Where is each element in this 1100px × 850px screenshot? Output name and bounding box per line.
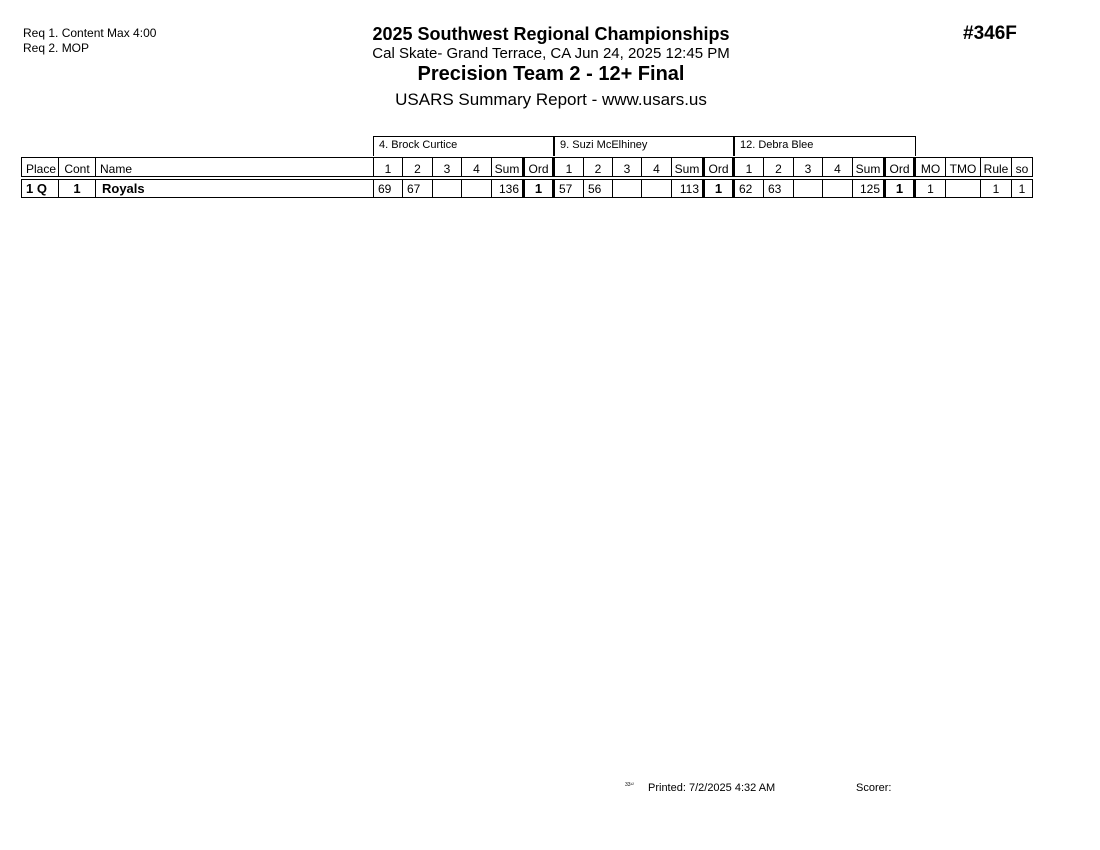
row-j2-score-3: [612, 179, 642, 198]
row-j3-score-3: [793, 179, 823, 198]
col-j3-ord: Ord: [883, 157, 916, 177]
row-j2-score-4: [641, 179, 672, 198]
event-title: Precision Team 2 - 12+ Final: [417, 63, 685, 85]
col-j1-3: 3: [432, 157, 462, 177]
row-name: Royals: [95, 179, 374, 198]
col-tmo: TMO: [945, 157, 981, 177]
col-j2-3: 3: [612, 157, 642, 177]
row-j2-ord: 1: [702, 179, 735, 198]
row-j3-ord: 1: [883, 179, 916, 198]
col-rule: Rule: [980, 157, 1012, 177]
col-j1-sum: Sum: [491, 157, 523, 177]
row-j1-ord: 1: [522, 179, 555, 198]
row-j1-score-3: [432, 179, 462, 198]
col-j3-2: 2: [763, 157, 794, 177]
scorer-label: Scorer:: [856, 782, 892, 794]
row-j1-sum: 136: [491, 179, 523, 198]
printed-timestamp: Printed: 7/2/2025 4:32 AM: [648, 782, 776, 794]
row-j2-sum: 113: [671, 179, 703, 198]
row-mo: 1: [915, 179, 946, 198]
col-j1-1: 1: [373, 157, 403, 177]
judge-1-header: 4. Brock Curtice: [373, 136, 554, 156]
col-j1-4: 4: [461, 157, 492, 177]
col-j2-4: 4: [641, 157, 672, 177]
col-j2-2: 2: [583, 157, 613, 177]
row-so: 1: [1011, 179, 1033, 198]
col-j2-ord: Ord: [702, 157, 735, 177]
competition-title: 2025 Southwest Regional Championships: [372, 24, 730, 44]
row-j1-score-2: 67: [402, 179, 433, 198]
judge-3-header: 12. Debra Blee: [734, 136, 916, 156]
col-j3-4: 4: [822, 157, 853, 177]
row-j3-sum: 125: [852, 179, 884, 198]
requirement-2: Req 2. MOP: [23, 41, 90, 55]
requirement-1: Req 1. Content Max 4:00: [23, 26, 157, 40]
report-title: USARS Summary Report - www.usars.us: [395, 90, 707, 109]
row-j2-score-1: 57: [554, 179, 584, 198]
col-mo: MO: [915, 157, 946, 177]
judge-2-header: 9. Suzi McElhiney: [554, 136, 734, 156]
col-j3-sum: Sum: [852, 157, 884, 177]
row-j1-score-1: 69: [373, 179, 403, 198]
row-place: 1 Q: [21, 179, 59, 198]
row-cont: 1: [58, 179, 96, 198]
col-j3-1: 1: [734, 157, 764, 177]
col-so: so: [1011, 157, 1033, 177]
row-j2-score-2: 56: [583, 179, 613, 198]
page-code: 33¹²: [625, 782, 634, 788]
col-j3-3: 3: [793, 157, 823, 177]
venue-date: Cal Skate- Grand Terrace, CA Jun 24, 2025 12:45 PM: [372, 45, 730, 62]
row-j1-score-4: [461, 179, 492, 198]
row-j3-score-2: 63: [763, 179, 794, 198]
row-tmo: [945, 179, 981, 198]
col-place: Place: [21, 157, 59, 177]
event-number: #346F: [963, 23, 1017, 44]
row-j3-score-1: 62: [734, 179, 764, 198]
col-cont: Cont: [58, 157, 96, 177]
col-j1-ord: Ord: [522, 157, 555, 177]
col-name: Name: [95, 157, 374, 177]
col-j2-sum: Sum: [671, 157, 703, 177]
row-j3-score-4: [822, 179, 853, 198]
col-j1-2: 2: [402, 157, 433, 177]
row-rule: 1: [980, 179, 1012, 198]
col-j2-1: 1: [554, 157, 584, 177]
